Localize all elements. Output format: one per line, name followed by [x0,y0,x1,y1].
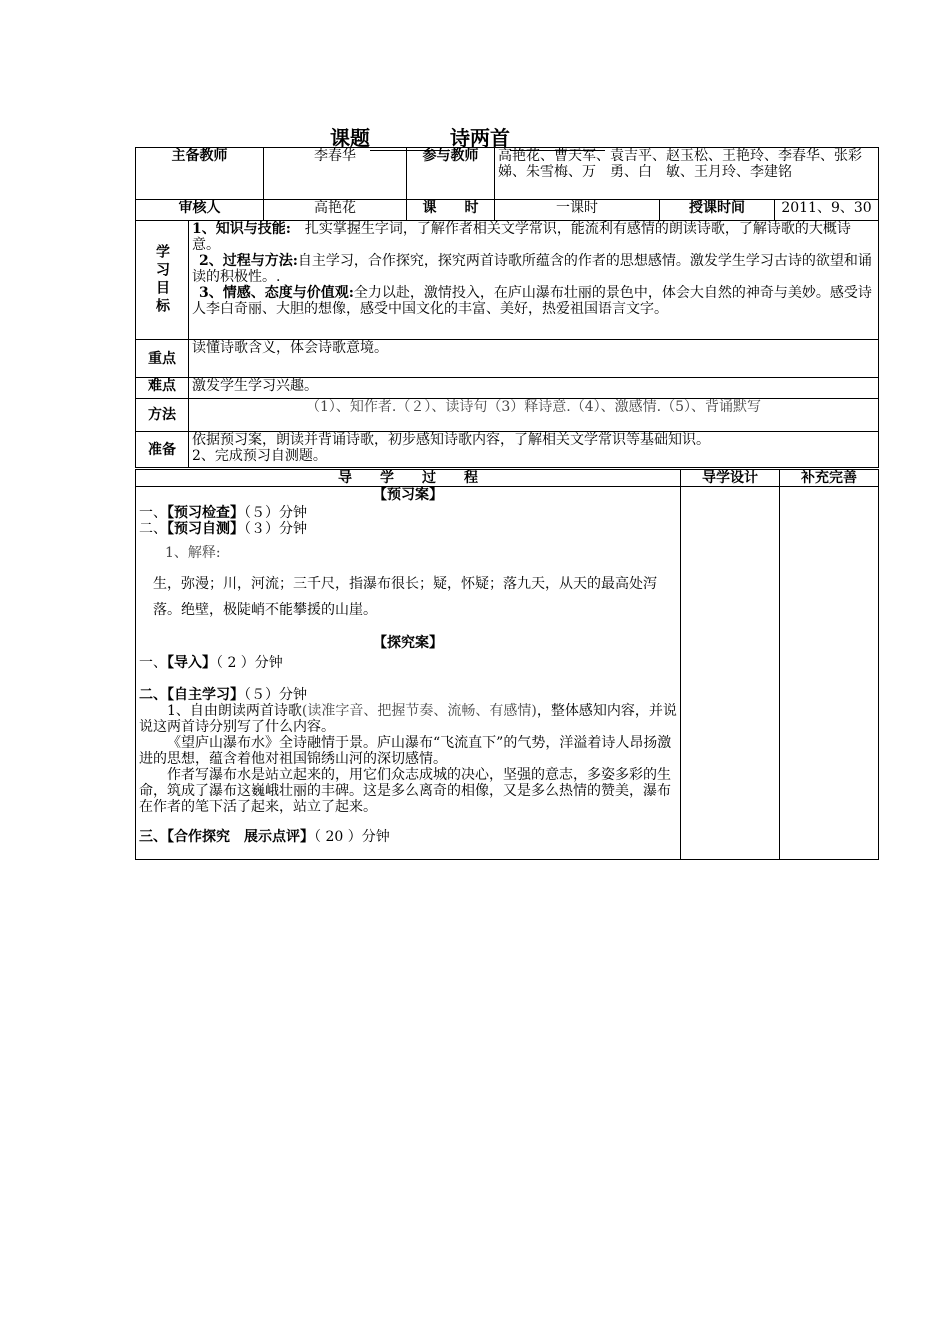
period-value: 一课时 [495,200,660,221]
difficulty-value: 激发学生学习兴趣。 [189,378,879,399]
preview-test-title: 【预习自测】 [167,521,244,537]
prep-label: 准备 [136,432,189,468]
supplement-header: 补充完善 [780,470,879,487]
goal-2-label: 2、过程与方法: [199,253,298,269]
goal-1-text: 扎实掌握生字词，了解作者相关文学常识，能流利有感情的朗读诗歌，了解诗歌的大概诗意。 [192,221,851,253]
date-value: 2011、9、30 [775,200,879,221]
explore-self-num: 二、 [139,687,167,703]
method-value: （1）、知作者.（２）、读诗句（3）释诗意.（4）、激感情.（5）、背诵默写 [189,399,879,432]
explore-self-p1c: ，整体感知内容，并说说这两首诗分别写了什么内容。 [139,703,677,735]
explore-self-p1a: 1、自由朗读两首诗歌 [167,703,302,719]
explore-self-time: （５）分钟 [244,687,307,703]
explore-title: 【探究案】 [373,635,443,651]
explore-self-p1 [139,703,677,735]
preview-test-num: 二、 [139,521,167,537]
reviewer-value: 高艳花 [264,200,407,221]
preview-test-time: （３）分钟 [244,521,307,537]
explore-intro-num: 一、 [139,655,167,671]
prep-line-2: 2、完成预习自测题。 [192,448,327,464]
explore-intro-time: （ 2 ）分钟 [216,655,283,671]
prep-line-1: 依据预习案，朗读并背诵诗歌，初步感知诗歌内容，了解相关文学常识等基础知识。 [192,432,710,448]
process-header: 导 学 过 程 [136,470,681,487]
date-label: 授课时间 [660,200,775,221]
explore-coop [139,829,677,845]
focus-value: 读懂诗歌含义，体会诗歌意境。 [189,340,879,378]
process-content [136,487,681,860]
explore-coop-time: （ 20 ）分钟 [314,829,390,845]
explore-coop-title: 【合作探究 展示点评】 [167,829,314,845]
design-column [681,487,780,860]
title-prefix: 课题 [330,126,370,150]
goal-3 [192,285,875,317]
explore-self-title: 【自主学习】 [167,687,244,703]
difficulty-label: 难点 [136,378,189,399]
design-header: 导学设计 [681,470,780,487]
lesson-info-table [135,147,879,468]
lead-teacher-value: 李春华 [264,148,407,200]
preview-check-title: 【预习检查】 [167,505,244,521]
goals-cell [189,221,879,340]
explore-coop-num: 三、 [139,829,167,845]
goals-label-cell [136,221,189,340]
preview-title: 【预习案】 [373,487,443,503]
explore-self-p2: 《望庐山瀑布水》全诗融情于景。庐山瀑布“飞流直下”的气势，洋溢着诗人昂扬激进的思想，蕴含着他对祖国锦绣山河的深切感情。 [139,735,672,767]
preview-test [139,521,677,537]
supplement-column [780,487,879,860]
goal-2 [192,253,875,285]
goal-3-text: 全力以赴，激情投入，在庐山瀑布壮丽的景色中，体会大自然的神奇与美妙。感受诗人李白奇丽、大胆的想像，感受中国文化的丰富、美好，热爱祖国语言文字。 [192,285,872,317]
explore-self-p3: 作者写瀑布水是站立起来的，用它们众志成城的决心，坚强的意志，多姿多彩的生命，筑成了瀑布这巍峨壮丽的丰碑。这是多么离奇的相像，又是多么热情的赞美，瀑布在作者的笔下活了起来，站立了起来。 [139,767,671,815]
explain-text: 生，弥漫；川，河流；三千尺，指瀑布很长；疑，怀疑；落九天，从天的最高处泻落。绝壁，极陡峭不能攀援的山崖。 [153,576,657,618]
goal-1 [192,221,875,253]
explain-label: 1、解释: [165,545,221,561]
explore-intro [139,655,677,671]
reviewer-label: 审核人 [136,200,264,221]
goal-1-label: 1、知识与技能: [192,221,291,237]
explore-self [139,687,677,703]
title-text: 诗两首 [450,126,510,150]
lead-teacher-label: 主备教师 [136,148,264,200]
participants-label: 参与教师 [407,148,495,200]
preview-check [139,505,677,521]
period-label: 课 时 [407,200,495,221]
goals-label: 学习目标 [154,244,170,316]
preview-check-num: 一、 [139,505,167,521]
goal-2-text: 自主学习，合作探究，探究两首诗歌所蕴含的作者的思想感情。激发学生学习古诗的欲望和诵读的积极性。. [192,253,872,285]
prep-value [189,432,879,468]
method-label: 方法 [136,399,189,432]
participants-value: 高艳花、曹天军、袁吉平、赵玉松、王艳玲、李春华、张彩娣、朱雪梅、万 勇、白 敏、王月玲、李建铭 [495,148,879,200]
explore-self-p1b: (读准字音、把握节奏、流畅、有感情) [301,703,537,719]
focus-label: 重点 [136,340,189,378]
process-table [135,469,879,860]
goal-3-label: 3、情感、态度与价值观: [199,285,354,301]
explore-intro-title: 【导入】 [167,655,216,671]
preview-check-time: （５）分钟 [244,505,307,521]
